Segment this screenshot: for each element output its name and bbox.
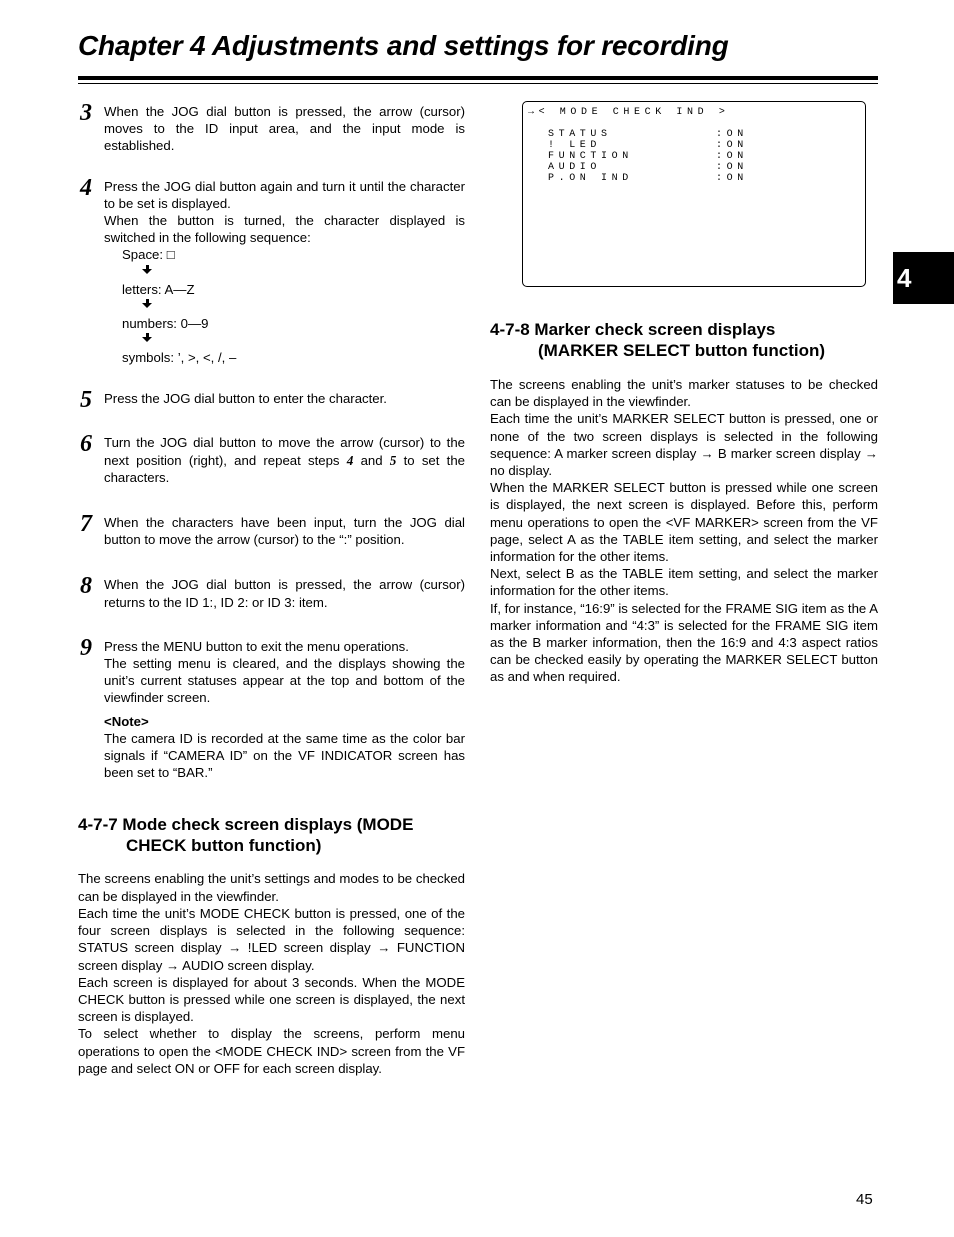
chapter-title: Chapter 4 Adjustments and settings for recording (78, 30, 729, 61)
sequence-item: symbols: ’, >, <, /, – (122, 350, 237, 366)
section-body-4-7-7 (78, 870, 465, 1076)
screen-row: AUDIO :ON (548, 162, 748, 173)
step-text: The setting menu is cleared, and the displays showing the unit’s current statuses appear at the top and bottom of the viewfinder screen. (104, 656, 465, 706)
note-heading: <Note> (104, 713, 149, 729)
sequence-item: numbers: 0—9 (122, 315, 209, 331)
step-number: 3 (80, 100, 92, 126)
right-column (490, 100, 878, 686)
section-heading-4-7-7: 4-7-7 Mode check screen displays (MODE CHECK button function) (78, 815, 414, 856)
down-arrow-icon (140, 264, 160, 281)
screen-row: ! LED :ON (548, 140, 748, 151)
step-text: When the button is turned, the character displayed is switched in the following sequence: (104, 213, 465, 246)
step-text: When the JOG dial button is pressed, the arrow (cursor) moves to the ID input area, and the input mode is established. (104, 104, 465, 154)
step-4 (78, 174, 465, 367)
screen-title: →< MODE CHECK IND > (528, 107, 730, 118)
paragraph: To select whether to display the screens, perform menu operations to open the <MODE CHECK IND> screen from the VF page and select ON or OFF for each screen display. (78, 1026, 465, 1076)
paragraph: Each time the unit’s MARKER SELECT button is pressed, one or none of the two screen displays is selected in the following sequence: A marker screen display → B marker screen display → no display. (490, 411, 878, 479)
step-number: 4 (80, 174, 92, 201)
header-rule-thick (78, 76, 878, 80)
paragraph: Next, select B as the TABLE item setting, and select the marker information for the other items. (490, 566, 878, 599)
screen-row: STATUS :ON (548, 129, 748, 140)
character-sequence (104, 246, 465, 366)
down-arrow-icon (140, 332, 160, 349)
paragraph: Each screen is displayed for about 3 seconds. When the MODE CHECK button is pressed while one screen is displayed, the next screen is displayed. (78, 974, 465, 1025)
screen-row: FUNCTION :ON (548, 151, 748, 162)
note-text: The camera ID is recorded at the same time as the color bar signals if “CAMERA ID” on the VF INDICATOR screen has been set to “BAR.” (104, 730, 465, 781)
chapter-side-tab: 4 (893, 252, 954, 304)
step-number: 7 (80, 511, 92, 538)
paragraph: When the MARKER SELECT button is pressed while one screen is displayed, the next screen is displayed. Before this, perform menu operations to open the <VF MARKER> screen from the VF page, select A as the TABLE item setting, and select the marker information for the other items. (490, 480, 878, 565)
step-text: Press the MENU button to exit the menu operations. (104, 638, 409, 654)
step-5 (78, 387, 465, 414)
left-column (78, 100, 465, 1077)
step-7 (78, 511, 465, 548)
header-rule-thin (78, 83, 878, 84)
step-text: Press the JOG dial button to enter the character. (104, 391, 387, 407)
step-number: 5 (80, 387, 92, 414)
down-arrow-icon (140, 298, 160, 315)
paragraph: The screens enabling the unit’s marker statuses to be checked can be displayed in the viewfinder. (490, 377, 878, 410)
paragraph: If, for instance, “16:9” is selected for the FRAME SIG item as the A marker information and “4:3” is selected for the FRAME SIG item as the B marker information, then the 16:9 and 4:3 aspect ratios can be checked easily by operating the MARKER SELECT button as and when required. (490, 600, 878, 685)
step-number: 9 (80, 634, 92, 661)
page-number: 45 (856, 1191, 873, 1208)
step-text: Press the JOG dial button again and turn it until the character to be set is displayed. (104, 178, 465, 211)
sequence-item: Space: □ (122, 247, 175, 263)
step-text: When the characters have been input, turn the JOG dial button to move the arrow (cursor) to the “:” position. (104, 515, 465, 548)
step-9 (78, 634, 465, 782)
step-3 (78, 100, 465, 155)
step-text: Turn the JOG dial button to move the arrow (cursor) to the next position (right), and repeat steps 4 and 5 to set the characters. (104, 435, 465, 485)
section-body-4-7-8 (490, 376, 878, 686)
paragraph: Each time the unit’s MODE CHECK button is pressed, one of the four screen displays is selected in the following sequence: STATUS screen display → !LED screen display → FUNCTION screen display → AUDIO screen display. (78, 905, 465, 973)
step-number: 6 (80, 431, 92, 458)
paragraph: The screens enabling the unit’s settings and modes to be checked can be displayed in the viewfinder. (78, 871, 465, 904)
step-text: When the JOG dial button is pressed, the arrow (cursor) returns to the ID 1:, ID 2: or ID 3: item. (104, 577, 465, 610)
step-8 (78, 573, 465, 610)
section-heading-4-7-8: 4-7-8 Marker check screen displays (MARKER SELECT button function) (490, 320, 826, 360)
sequence-item: letters: A—Z (122, 281, 195, 297)
step-number: 8 (80, 573, 92, 600)
step-6 (78, 431, 465, 486)
screen-row: P.ON IND :ON (548, 173, 748, 184)
